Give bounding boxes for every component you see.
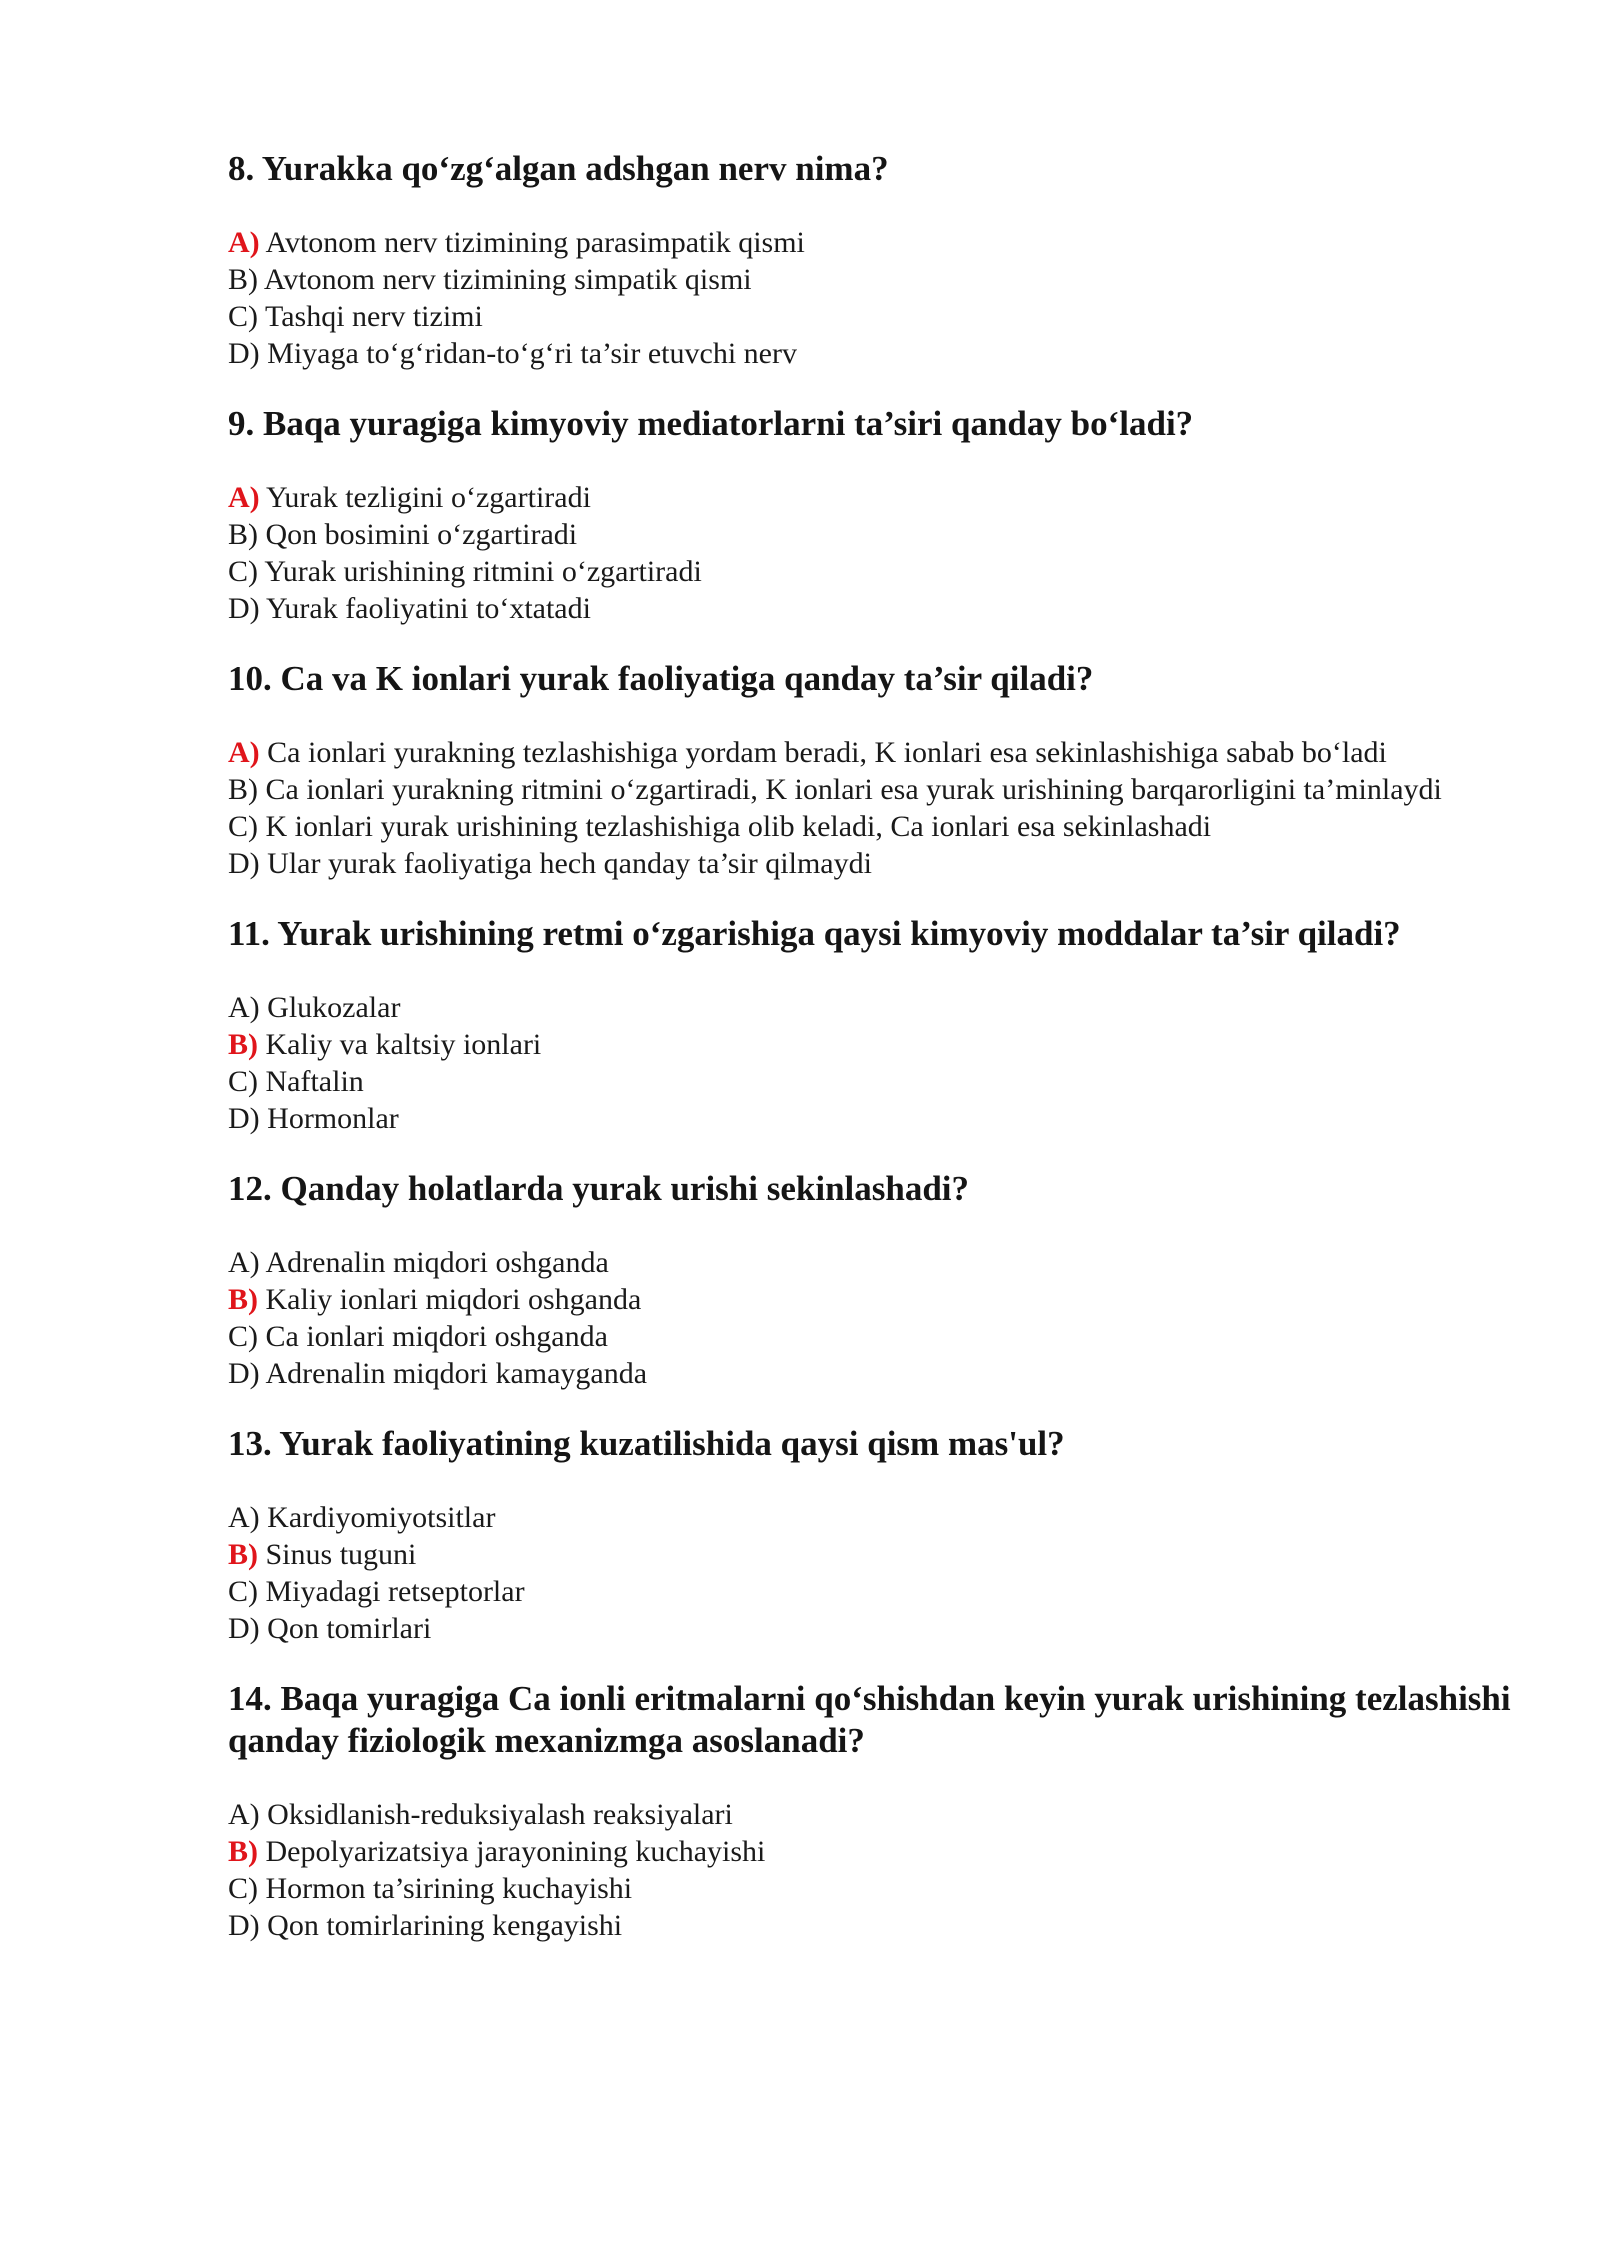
question-10 xyxy=(228,658,1528,882)
correct-answer-letter: B) xyxy=(228,1283,258,1316)
quiz-page xyxy=(228,148,1528,1975)
option-letter: A) xyxy=(228,1246,260,1279)
option-a xyxy=(228,224,1528,261)
option-text: Yurak tezligini o‘zgartiradi xyxy=(266,481,591,514)
option-a xyxy=(228,1244,1528,1281)
option-c xyxy=(228,298,1528,335)
option-text: Adrenalin miqdori oshganda xyxy=(265,1246,609,1279)
option-text: Avtonom nerv tizimining parasimpatik qismi xyxy=(265,226,805,259)
question-11 xyxy=(228,913,1528,1137)
option-text: Kaliy va kaltsiy ionlari xyxy=(265,1028,542,1061)
option-letter: A) xyxy=(228,991,260,1024)
option-a xyxy=(228,479,1528,516)
option-text: Ca ionlari yurakning ritmini o‘zgartiradi, K ionlari esa yurak urishining barqarorligini ta’minlaydi xyxy=(265,773,1442,806)
option-b xyxy=(228,1536,1528,1573)
option-text: Miyadagi retseptorlar xyxy=(265,1575,525,1608)
option-text: Ca ionlari yurakning tezlashishiga yordam beradi, K ionlari esa sekinlashishiga sabab bo‘ladi xyxy=(267,736,1387,769)
correct-answer-letter: A) xyxy=(228,736,260,769)
option-text: Hormonlar xyxy=(267,1102,399,1135)
option-letter: D) xyxy=(228,1909,260,1942)
option-letter: B) xyxy=(228,263,258,296)
option-text: Kaliy ionlari miqdori oshganda xyxy=(265,1283,642,1316)
correct-answer-letter: B) xyxy=(228,1028,258,1061)
option-text: Oksidlanish-reduksiyalash reaksiyalari xyxy=(267,1798,733,1831)
options-list xyxy=(228,224,1528,372)
options-list xyxy=(228,989,1528,1137)
question-9 xyxy=(228,403,1528,627)
option-b xyxy=(228,771,1528,808)
option-text: Adrenalin miqdori kamayganda xyxy=(265,1357,648,1390)
question-title: 11. Yurak urishining retmi o‘zgarishiga qaysi kimyoviy moddalar ta’sir qiladi? xyxy=(228,914,1401,953)
option-letter: C) xyxy=(228,1575,258,1608)
option-text: Yurak faoliyatini to‘xtatadi xyxy=(266,592,591,625)
option-c xyxy=(228,553,1528,590)
options-list xyxy=(228,1796,1528,1944)
option-a xyxy=(228,1499,1528,1536)
option-text: Yurak urishining ritmini o‘zgartiradi xyxy=(264,555,702,588)
option-text: Hormon ta’sirining kuchayishi xyxy=(265,1872,633,1905)
option-letter: D) xyxy=(228,337,260,370)
correct-answer-letter: A) xyxy=(228,481,260,514)
option-text: Miyaga to‘g‘ridan-to‘g‘ri ta’sir etuvchi nerv xyxy=(267,337,797,370)
option-text: Depolyarizatsiya jarayonining kuchayishi xyxy=(265,1835,766,1868)
option-d xyxy=(228,1355,1528,1392)
option-text: Glukozalar xyxy=(267,991,401,1024)
option-a xyxy=(228,734,1528,771)
option-letter: C) xyxy=(228,1065,258,1098)
option-text: Qon tomirlarining kengayishi xyxy=(267,1909,623,1942)
question-title: 8. Yurakka qo‘zg‘algan adshgan nerv nima? xyxy=(228,149,889,188)
option-text: Ca ionlari miqdori oshganda xyxy=(265,1320,608,1353)
option-d xyxy=(228,1907,1528,1944)
option-a xyxy=(228,1796,1528,1833)
question-title: 13. Yurak faoliyatining kuzatilishida qaysi qism mas'ul? xyxy=(228,1424,1065,1463)
option-text: Ular yurak faoliyatiga hech qanday ta’sir qilmaydi xyxy=(267,847,872,880)
option-letter: C) xyxy=(228,1872,258,1905)
option-b xyxy=(228,261,1528,298)
option-letter: D) xyxy=(228,1102,260,1135)
option-text: K ionlari yurak urishining tezlashishiga olib keladi, Ca ionlari esa sekinlashadi xyxy=(265,810,1212,843)
option-b xyxy=(228,1281,1528,1318)
option-letter: D) xyxy=(228,1612,260,1645)
option-d xyxy=(228,335,1528,372)
option-c xyxy=(228,1063,1528,1100)
option-letter: B) xyxy=(228,773,258,806)
option-d xyxy=(228,1100,1528,1137)
option-c xyxy=(228,1870,1528,1907)
option-text: Sinus tuguni xyxy=(265,1538,417,1571)
question-title: 14. Baqa yuragiga Ca ionli eritmalarni qo‘shishdan keyin yurak urishining tezlashishi qanday fiziologik mexanizmga asoslanadi? xyxy=(228,1679,1511,1760)
options-list xyxy=(228,1244,1528,1392)
option-text: Naftalin xyxy=(265,1065,364,1098)
correct-answer-letter: B) xyxy=(228,1835,258,1868)
option-text: Kardiyomiyotsitlar xyxy=(267,1501,496,1534)
question-title: 10. Ca va K ionlari yurak faoliyatiga qanday ta’sir qiladi? xyxy=(228,659,1094,698)
question-13 xyxy=(228,1423,1528,1647)
option-letter: B) xyxy=(228,518,258,551)
option-text: Tashqi nerv tizimi xyxy=(264,300,483,333)
option-text: Qon tomirlari xyxy=(267,1612,432,1645)
option-b xyxy=(228,516,1528,553)
option-letter: D) xyxy=(228,1357,260,1390)
option-letter: D) xyxy=(228,592,260,625)
options-list xyxy=(228,1499,1528,1647)
correct-answer-letter: A) xyxy=(228,226,260,259)
question-title: 12. Qanday holatlarda yurak urishi sekinlashadi? xyxy=(228,1169,970,1208)
options-list xyxy=(228,734,1528,882)
option-text: Qon bosimini o‘zgartiradi xyxy=(265,518,578,551)
question-14 xyxy=(228,1678,1528,1944)
option-letter: D) xyxy=(228,847,260,880)
option-letter: A) xyxy=(228,1798,260,1831)
question-12 xyxy=(228,1168,1528,1392)
option-c xyxy=(228,1573,1528,1610)
option-d xyxy=(228,1610,1528,1647)
option-letter: C) xyxy=(228,1320,258,1353)
options-list xyxy=(228,479,1528,627)
option-b xyxy=(228,1026,1528,1063)
option-d xyxy=(228,845,1528,882)
question-title: 9. Baqa yuragiga kimyoviy mediatorlarni ta’siri qanday bo‘ladi? xyxy=(228,404,1194,443)
option-letter: A) xyxy=(228,1501,260,1534)
option-c xyxy=(228,808,1528,845)
option-letter: C) xyxy=(228,555,258,588)
question-8 xyxy=(228,148,1528,372)
option-a xyxy=(228,989,1528,1026)
option-d xyxy=(228,590,1528,627)
option-b xyxy=(228,1833,1528,1870)
option-letter: C) xyxy=(228,810,258,843)
correct-answer-letter: B) xyxy=(228,1538,258,1571)
option-text: Avtonom nerv tizimining simpatik qismi xyxy=(263,263,752,296)
option-letter: C) xyxy=(228,300,258,333)
option-c xyxy=(228,1318,1528,1355)
